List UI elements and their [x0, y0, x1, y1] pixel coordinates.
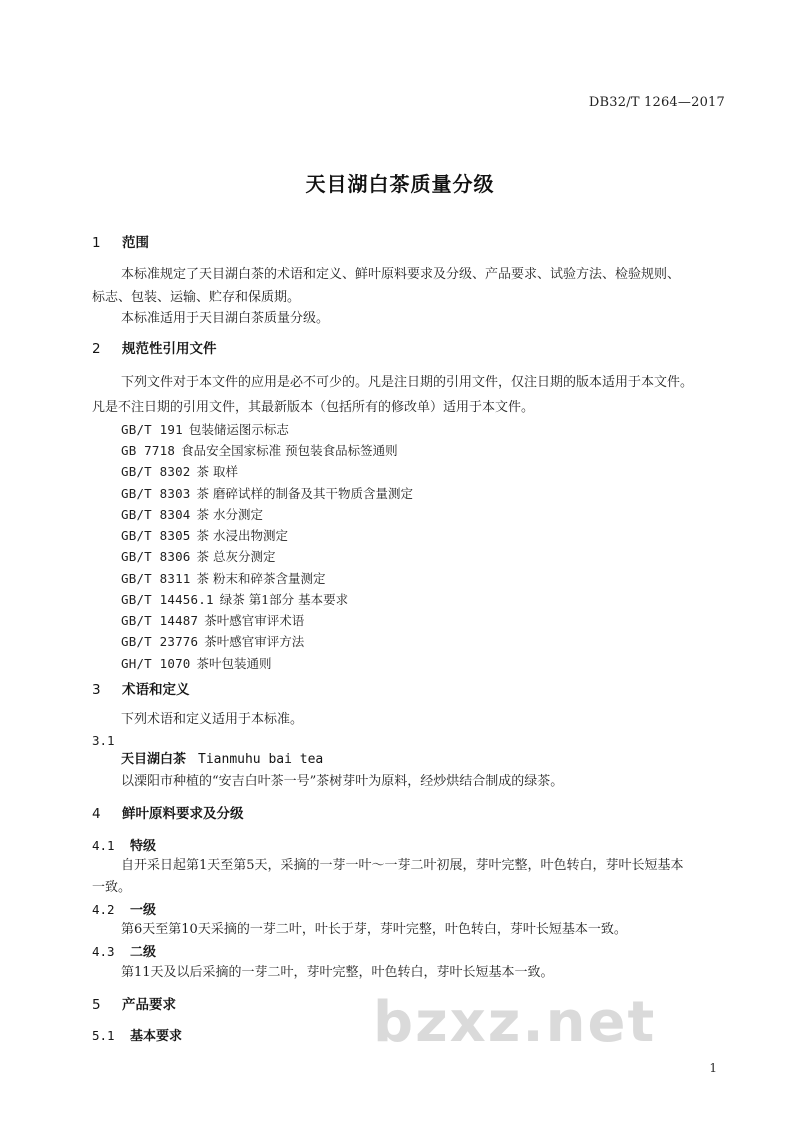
reference-code: GB/T 8311: [121, 571, 191, 586]
reference-item: [121, 420, 289, 440]
reference-title: 茶叶感官审评术语: [204, 613, 305, 628]
reference-item: [121, 441, 398, 461]
reference-code: GB/T 8305: [121, 528, 191, 543]
reference-item: [121, 462, 238, 482]
reference-title: 茶 磨碎试样的制备及其干物质含量测定: [196, 486, 414, 501]
term-chinese: 天目湖白茶: [121, 752, 187, 767]
reference-title: 茶 水浸出物测定: [196, 528, 289, 543]
reference-title: 茶叶包装通则: [196, 656, 272, 671]
reference-item: [121, 526, 288, 546]
subsection-title: 二级: [130, 945, 157, 960]
reference-code: GB 7718: [121, 443, 176, 458]
term-heading: [121, 750, 323, 770]
subsection-heading-grade-special: [92, 836, 156, 857]
normative-paragraph-line-2: 凡是不注日期的引用文件，其最新版本（包括所有的修改单）适用于本文件。: [92, 400, 535, 415]
reference-code: GB/T 8306: [121, 549, 191, 564]
subsection-title: 基本要求: [130, 1029, 183, 1044]
page-number: 1: [709, 1061, 717, 1075]
section-title: 鲜叶原料要求及分级: [122, 806, 244, 822]
reference-item: [121, 590, 348, 610]
reference-item: [121, 632, 304, 652]
section-number: 1: [92, 235, 101, 251]
section-title: 规范性引用文件: [122, 341, 217, 357]
reference-item: [121, 505, 263, 525]
subsection-number: 4.3: [92, 944, 115, 959]
reference-title: 茶 粉末和碎茶含量测定: [196, 571, 326, 586]
subsection-title: 一级: [130, 903, 157, 918]
reference-title: 茶 取样: [196, 464, 239, 479]
section-heading-terms: [92, 680, 190, 700]
document-title: 天目湖白茶质量分级: [305, 172, 495, 196]
section-heading-grading: [92, 804, 244, 824]
grade-special-line-2: 一致。: [92, 880, 132, 895]
reference-item: [121, 569, 326, 589]
reference-title: 茶 总灰分测定: [196, 549, 276, 564]
reference-title: 绿茶 第1部分 基本要求: [219, 592, 349, 607]
term-english: Tianmuhu bai tea: [198, 752, 324, 767]
reference-code: GH/T 1070: [121, 656, 191, 671]
section-number: 4: [92, 806, 101, 822]
reference-item: [121, 484, 413, 504]
reference-code: GB/T 23776: [121, 634, 199, 649]
reference-item: [121, 654, 272, 674]
grade-special-line-1: 自开采日起第1天至第5天，采摘的一芽一叶～一芽二叶初展，芽叶完整，叶色转白，芽叶长短基本: [121, 858, 684, 873]
subsection-title: 特级: [130, 839, 157, 854]
section-title: 术语和定义: [122, 682, 190, 698]
terms-intro: 下列术语和定义适用于本标准。: [121, 712, 304, 727]
term-definition: 以溧阳市种植的“安吉白叶茶一号”茶树芽叶为原料，经炒烘结合制成的绿茶。: [121, 774, 564, 789]
section-heading-product: [92, 995, 176, 1015]
subsection-heading-basic-requirements: [92, 1026, 182, 1047]
reference-item: [121, 547, 276, 567]
subsection-heading-grade-one: [92, 900, 156, 921]
reference-title: 食品安全国家标准 预包装食品标签通则: [181, 443, 398, 458]
subsection-number: 4.2: [92, 902, 115, 917]
reference-title: 茶叶感官审评方法: [204, 634, 305, 649]
reference-code: GB/T 8303: [121, 486, 191, 501]
section-number: 3: [92, 682, 101, 698]
scope-paragraph-line-1: 本标准规定了天目湖白茶的术语和定义、鲜叶原料要求及分级、产品要求、试验方法、检验规则、: [121, 267, 681, 282]
reference-code: GB/T 8304: [121, 507, 191, 522]
section-heading-normative: [92, 339, 217, 359]
subsection-number: 5.1: [92, 1028, 115, 1043]
grade-two-line-1: 第11天及以后采摘的一芽二叶，芽叶完整，叶色转白，芽叶长短基本一致。: [121, 965, 554, 980]
reference-code: GB/T 14487: [121, 613, 199, 628]
grade-one-line-1: 第6天至第10天采摘的一芽二叶，叶长于芽，芽叶完整，叶色转白，芽叶长短基本一致。: [121, 922, 627, 937]
section-number: 5: [92, 997, 101, 1013]
section-title: 产品要求: [122, 997, 176, 1013]
section-heading-scope: [92, 233, 149, 253]
document-code: DB32/T 1264—2017: [588, 95, 725, 110]
reference-code: GB/T 8302: [121, 464, 191, 479]
subsection-heading-grade-two: [92, 942, 156, 963]
section-number: 2: [92, 341, 101, 357]
watermark-text: bzxz.net: [373, 990, 657, 1055]
reference-title: 茶 水分测定: [196, 507, 264, 522]
subsection-number: 4.1: [92, 838, 115, 853]
term-number: 3.1: [92, 733, 115, 748]
reference-title: 包装储运图示标志: [188, 422, 289, 437]
normative-paragraph-line-1: 下列文件对于本文件的应用是必不可少的。凡是注日期的引用文件，仅注日期的版本适用于本文件。: [121, 375, 694, 390]
reference-item: [121, 611, 304, 631]
reference-code: GB/T 14456.1: [121, 592, 214, 607]
scope-paragraph-line-3: 本标准适用于天目湖白茶质量分级。: [121, 311, 330, 326]
section-title: 范围: [122, 235, 149, 251]
scope-paragraph-line-2: 标志、包装、运输、贮存和保质期。: [92, 290, 301, 305]
reference-code: GB/T 191: [121, 422, 183, 437]
